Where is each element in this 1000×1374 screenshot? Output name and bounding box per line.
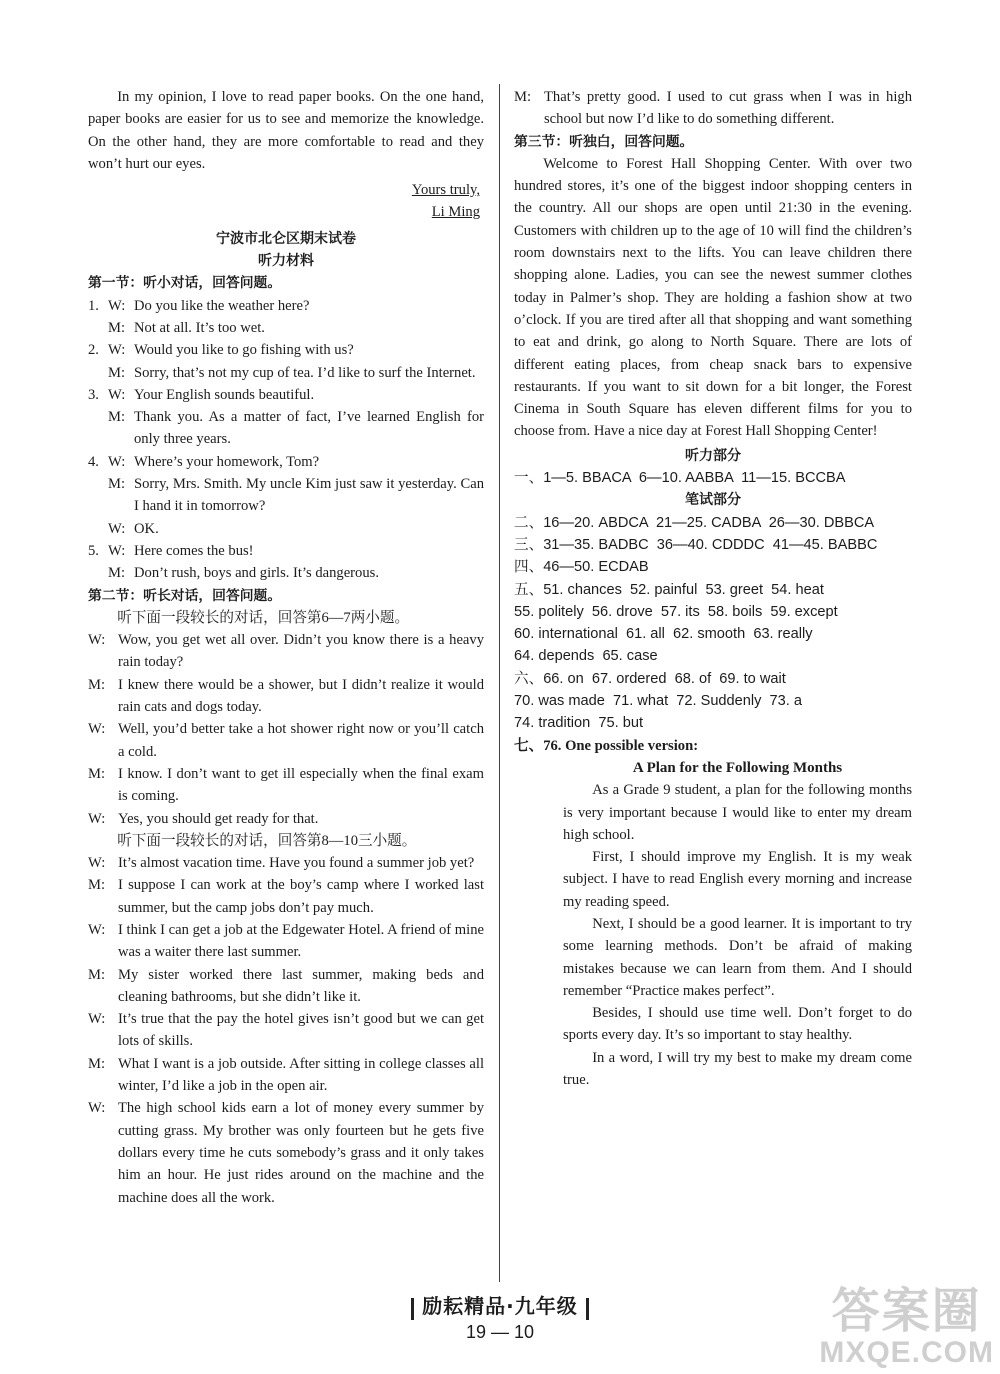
question-number: 3. [88,386,99,403]
dialog-text: My sister worked there last summer, making beds and cleaning bathrooms, but she didn’t like it. [118,966,484,1005]
dialog-line [88,718,484,763]
section-2-heading: 第二节：听长对话，回答问题。 [88,587,282,604]
essay-title: A Plan for the Following Months [632,759,843,776]
dialog-line [88,763,484,808]
dialog-text: I know. I don’t want to get ill especially when the final exam is coming. [118,765,484,805]
speaker-label: W: [88,921,106,938]
dialog-line [88,874,484,919]
answer-line: 二、16—20. ABDCA 21—25. CADBA 26—30. DBBCA [514,514,875,531]
dialog-text: Sorry, that’s not my cup of tea. I’d like to surf the Internet. [134,364,476,381]
answer-line: 五、51. chances 52. painful 53. greet 54. heat [514,581,824,598]
answer-line: 60. international 61. all 62. smooth 63. really [514,626,813,643]
essay-paragraph: First, I should improve my English. It is my weak subject. I have to read English every morning and increase my reading speed. [563,849,912,910]
dialog-text: OK. [134,520,159,537]
dialog-line [88,317,484,339]
dialog-line [88,674,484,719]
speaker-label: W: [88,632,106,649]
essay-paragraph: In a word, I will try my best to make my dream come true. [563,1049,912,1089]
essay-label: 七、76. One possible version: [514,737,699,754]
dialog-line [88,451,484,473]
speaker-label: W: [88,1011,106,1028]
answer-line: 三、31—35. BADBC 36—40. CDDDC 41—45. BABBC [514,536,878,553]
speaker-label: M: [88,765,106,782]
speaker-label: W: [108,520,126,537]
dialog-line [88,362,484,384]
dialog-text: Yes, you should get ready for that. [118,810,319,827]
speaker-label: W: [108,542,126,559]
dialog-line [88,339,484,361]
dialog-text: The high school kids earn a lot of money every summer by cutting grass. My brother was only fourteen but he gets five dollars every time he cuts somebody’s grass and it only takes him an hour. He just rides around on the machine and the machine does all the work. [118,1100,484,1206]
column-divider [499,84,500,1282]
dialog-text: I suppose I can work at the boy’s camp where I worked last summer, but the camp jobs don’t pay much. [118,877,484,916]
letter-body: In my opinion, I love to read paper books. On the one hand, paper books are easier for us to see and memorize the knowledge. On the other hand, they are more comfortable to read and they won’t hurt our eyes. [88,89,484,172]
monologue: Welcome to Forest Hall Shopping Center. With over two hundred stores, it’s one of the biggest indoor shopping centers in the country. All our shops are open until 21:30 in the evening. Customers with children up to the age of 10 will find the children’s room downstairs next to the lifts. You can leave children there shopping alone. Ladies, you can see the newest summer clothes today in Palmer’s shop. They are holding a fashion show at two o’clock. If you are tired after all that shopping and want something to eat and drink, go along to North Square. There are lots of different eating places, from cheap snack bars to expensive restaurants. If you want to sit down for a bit longer, the Forest Cinema in South Square has eleven different films for you to choose from. Have a nice day at Forest Hall Shopping Center! [514,155,912,440]
long-dialog-1 [88,629,484,830]
question-number [88,406,108,451]
dialog-line [88,964,484,1009]
dialog-text: Here comes the bus! [134,542,254,559]
brand-bar-right [586,1298,589,1320]
speaker-label: W: [108,386,126,403]
speaker-label: M: [88,676,106,693]
speaker-label: W: [88,855,106,872]
question-number [88,518,108,540]
speaker-label: W: [88,1100,106,1117]
essay-paragraph: As a Grade 9 student, a plan for the following months is very important because I would like to enter my dream high school. [563,782,912,843]
dialog-line [88,406,484,451]
answer-line: 六、66. on 67. ordered 68. of 69. to wait [514,670,786,687]
answer-line: 四、46—50. ECDAB [514,559,649,576]
dialog-line [88,562,484,584]
question-number [88,362,108,384]
dialog-text: Wow, you get wet all over. Didn’t you know there is a heavy rain today? [118,632,484,671]
letter-signature: Li Ming [431,204,480,221]
dialog-line [88,852,484,874]
speaker-label: M: [108,476,126,493]
essay-paragraph: Next, I should be a good learner. It is important to try some learning methods. Don’t be afraid of making mistakes because we can learn from them. And I should remember “Practice makes perfect”. [563,915,912,999]
essay-body [563,779,912,1091]
instruction-6-7: 听下面一段较长的对话，回答第6—7两小题。 [117,609,410,626]
dialog-line [88,540,484,562]
dialog-text: Your English sounds beautiful. [134,386,315,403]
speaker-label: W: [108,297,126,314]
dialog-line [88,808,484,830]
question-number: 2. [88,342,99,359]
long-dialog-2 [88,852,484,1209]
dialog-text: Don’t rush, boys and girls. It’s dangerous. [134,565,379,582]
dialog-line [88,919,484,964]
question-number [88,562,108,584]
dialog-text: Sorry, Mrs. Smith. My uncle Kim just saw it yesterday. Can I hand it in tomorrow? [134,476,484,515]
dialog-text: Well, you’d better take a hot shower right now or you’ll catch a cold. [118,721,484,760]
dialog-line [88,1097,484,1208]
instruction-8-10: 听下面一段较长的对话，回答第8—10三小题。 [117,832,417,849]
exam-title: 宁波市北仑区期末试卷 [216,230,356,247]
speaker-label: W: [88,810,106,827]
page-number: 19 — 10 [465,1322,535,1343]
answer-line: 70. was made 71. what 72. Suddenly 73. a [514,693,803,710]
listening-heading: 听力部分 [685,447,741,464]
speaker-label: M: [108,409,126,426]
speaker-label: W: [88,721,106,738]
dialog-line [88,295,484,317]
dialog-line: M: That’s pretty good. I used to cut grass when I was in high school but now I’d like to do something different. [514,89,912,128]
answer-line: 55. politely 56. drove 57. its 58. boils 59. except [514,603,838,620]
answer-line: 64. depends 65. case [514,648,658,665]
dialog-text: I knew there would be a shower, but I didn’t realize it would rain cats and dogs today. [118,676,484,716]
dialog-line [88,518,484,540]
dialog-text: Thank you. As a matter of fact, I’ve learned English for only three years. [134,409,484,448]
brand-bar-left [411,1298,414,1320]
dialog-line [88,1053,484,1098]
short-dialogs [88,295,484,585]
watermark-logo: 答案圈 MXQE.COM [819,1283,994,1369]
section-1-heading: 第一节：听小对话，回答问题。 [88,275,282,292]
dialog-line [88,1008,484,1053]
question-number: 1. [88,297,99,314]
essay [514,757,912,1091]
answer-list [514,512,912,735]
dialog-text: It’s true that the pay the hotel gives isn’t good but we can get lots of skills. [118,1011,484,1050]
right-column [514,86,912,1091]
dialog-text: Do you like the weather here? [134,297,310,314]
exam-subtitle: 听力材料 [258,253,314,270]
dialog-text: Would you like to go fishing with us? [134,342,354,359]
dialog-text: Not at all. It’s too wet. [134,319,265,336]
dialog-line [88,473,484,518]
answer-line: 74. tradition 75. but [514,715,643,732]
speaker-label: M: [108,565,126,582]
question-number [88,473,108,518]
dialog-text: I think I can get a job at the Edgewater Hotel. A friend of mine was a waiter there last summer. [118,921,484,961]
dialog-text: It’s almost vacation time. Have you found a summer job yet? [118,855,475,872]
letter-closing: Yours truly, [411,182,480,199]
section-3-heading: 第三节：听独白，回答问题。 [514,133,694,150]
speaker-label: W: [108,453,126,470]
dialog-line [88,629,484,674]
dialog-line [88,384,484,406]
footer-brand: 励耘精品·九年级 [0,1290,1000,1320]
dialog-text: Where’s your homework, Tom? [134,453,320,470]
listening-answers: 一、1—5. BBACA 6—10. AABBA 11—15. BCCBA [514,470,846,487]
speaker-label: M: [108,319,126,336]
question-number [88,317,108,339]
speaker-label: M: [88,1055,106,1072]
question-number: 4. [88,453,99,470]
speaker-label: M: [108,364,126,381]
speaker-label: M: [88,877,106,894]
dialog-text: What I want is a job outside. After sitting in college classes all winter, I’d like a job in the open air. [118,1055,484,1095]
question-number: 5. [88,542,99,559]
speaker-label: W: [108,342,126,359]
writing-heading: 笔试部分 [685,492,741,509]
speaker-label: M: [88,966,106,983]
essay-paragraph: Besides, I should use time well. Don’t forget to do sports every day. It’s so important to stay healthy. [563,1005,912,1044]
left-column [88,86,484,1209]
